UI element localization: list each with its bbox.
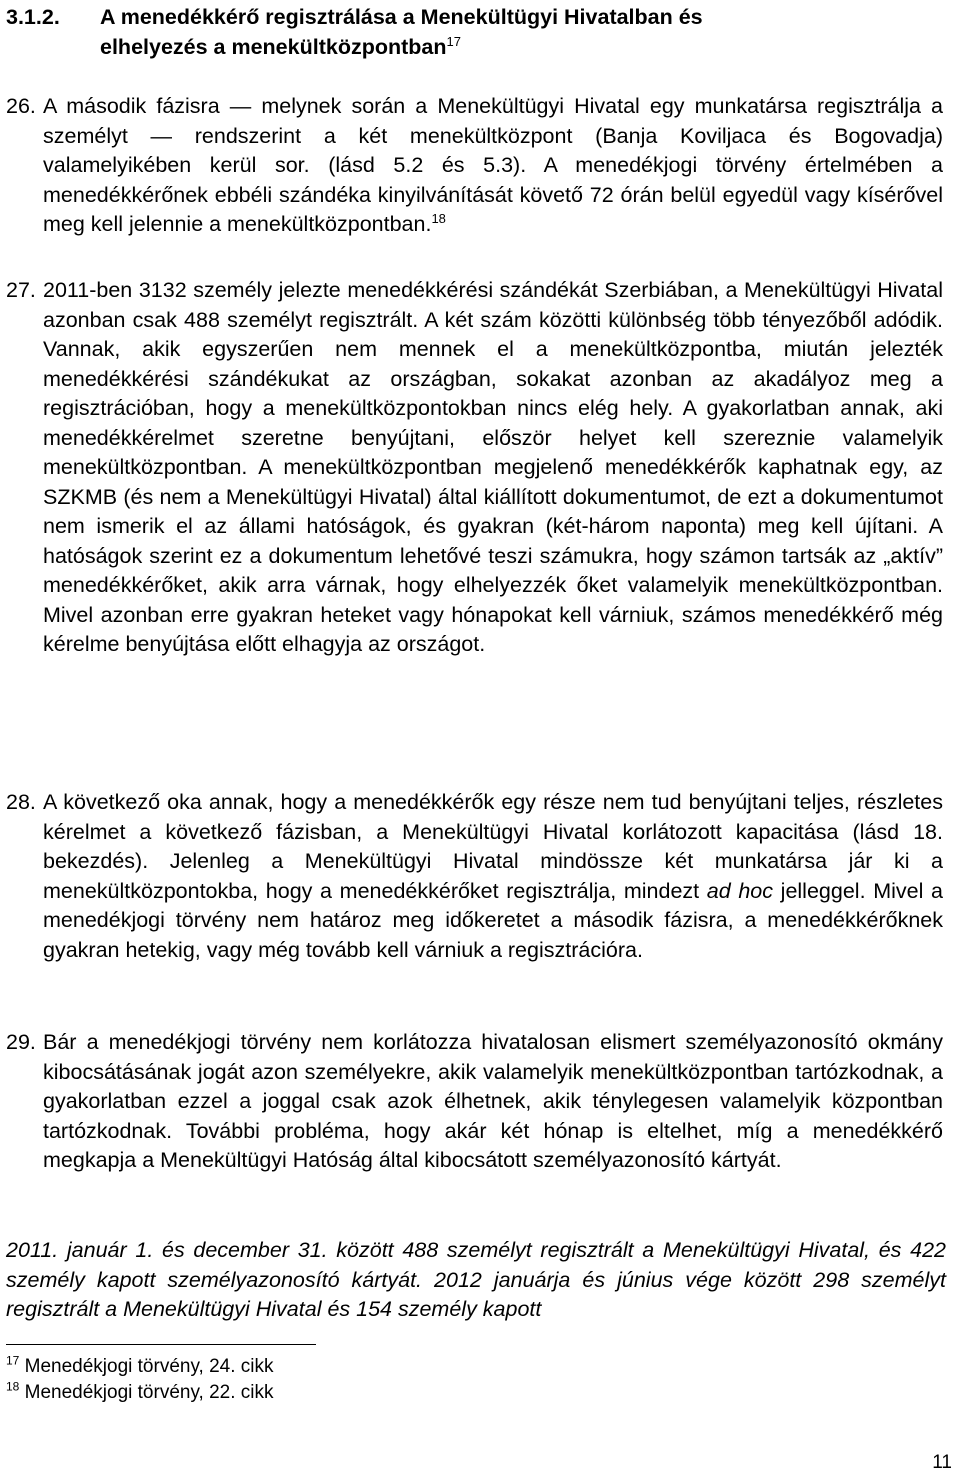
paragraph-body	[43, 92, 943, 240]
footnote-ref-17[interactable]: 17	[446, 33, 461, 49]
paragraph-text-b: jelleggel. Mivel a menedékjogi törvény nem határoz meg időkeretet a második fázisra, a menedékkérőknek gyakran hetekig, vagy még tovább kell várniuk a regisztrációra.	[43, 878, 943, 962]
footnote-divider	[6, 1344, 316, 1345]
footnote-mark: 17	[6, 1353, 20, 1368]
paragraph-body	[43, 1028, 943, 1176]
footnote-17	[6, 1354, 274, 1380]
section-number: 3.1.2.	[6, 5, 60, 29]
paragraph-number: 29.	[6, 1030, 36, 1054]
paragraph-number: 26.	[6, 94, 36, 118]
paragraph-number: 28.	[6, 790, 36, 814]
paragraph-text: A második fázisra — melynek során a Menekültügyi Hivatal egy munkatársa regisztrálja a személyt — rendszerint a két menekültközpont (Banja Koviljaca és Bogovadja) valamelyikében kerül sor. (lásd 5.2 és 5.3). A menedékjogi törvény értelmében a menedékkérőnek ebbéli szándéka kinyilvánítását követő 72 órán belül egyedül vagy kísérővel meg kell jelennie a menekültközpontban.	[43, 94, 943, 236]
section-title-line1: A menedékkérő regisztrálása a Menekültügyi Hivatalban és	[100, 5, 703, 29]
footnotes	[6, 1354, 274, 1406]
paragraph-body	[43, 276, 943, 660]
paragraph-body	[43, 788, 943, 965]
footnote-18	[6, 1380, 274, 1406]
paragraph-text-a: A következő oka annak, hogy a menedékkérők egy része nem tud benyújtani teljes, részletes kérelmet a következő fázisban, a Menekültügyi Hivatal korlátozott kapacitása (lásd 18. bekezdés). Jelenleg a Menekültügyi Hivatal mindössze két munkatársa jár ki a menekültközpontokba, hogy a menedékkérőket regisztrálja, mindezt	[43, 790, 943, 903]
italic-note: 2011. január 1. és december 31. között 488 személyt regisztrált a Menekültügyi Hivatal, és 422 személy kapott személyazonosító kártyát. 2012 januárja és június vége között 298 személyt regisztrált a Menekültügyi Hivatal és 154 személy kapott	[6, 1238, 946, 1321]
footnote-text: Menedékjogi törvény, 24. cikk	[24, 1356, 274, 1377]
paragraph-text: 2011-ben 3132 személy jelezte menedékkérési szándékát Szerbiában, a Menekültügyi Hivatal azonban csak 488 személyt regisztrált. A két szám közötti különbség több tényezőből adódik. Vannak, akik egyszerűen nem mennek el a menekültközpontba, miután jelezték menedékkérési szándékukat az országban, sokakat azonban az akadályoz meg a regisztrációban, hogy a menekültközpontokban nincs elég hely. A gyakorlatban annak, aki menedékkérelmet szeretne benyújtani, először helyet kell szereznie valamelyik menekültközpontban. A menekültközpontban megjelenő menedékkérők kaphatnak egy, az SZKMB (és nem a Menekültügyi Hivatal) által kiállított dokumentumot, de ezt a dokumentumot nem ismerik el az állami hatóságok, és gyakran (két-három naponta) meg kell újítani. A hatóságok szerint ez a dokumentum lehetővé teszi számukra, hogy számon tartsák az „aktív” menedékkérőket, akik arra várnak, hogy elhelyezzék őket valamelyik menekültközpontban. Mivel azonban erre gyakran heteket vagy hónapokat kell várniuk, számos menedékkérő még kérelme benyújtása előtt elhagyja az országot.	[43, 278, 943, 656]
page-number: 11	[932, 1452, 952, 1473]
paragraph-text: Bár a menedékjogi törvény nem korlátozza hivatalosan elismert személyazonosító okmány kibocsátásának jogát azon személyekre, akik valamelyik menekültközpontban tartózkodnak, a gyakorlatban ezzel a joggal csak azok élhetnek, akik ténylegesen valamelyik központban tartózkodnak. További probléma, hogy akár két hónap is eltelhet, míg a menedékkérő megkapja a Menekültügyi Hatóság által kibocsátott személyazonosító kártyát.	[43, 1030, 943, 1172]
footnote-ref-18[interactable]: 18	[431, 210, 446, 226]
italic-term: ad hoc	[706, 878, 774, 903]
paragraph-number: 27.	[6, 278, 36, 302]
footnote-mark: 18	[6, 1379, 20, 1394]
section-title	[100, 2, 930, 62]
section-title-line2: elhelyezés a menekültközpontban	[100, 35, 447, 59]
footnote-text: Menedékjogi törvény, 22. cikk	[24, 1382, 274, 1403]
